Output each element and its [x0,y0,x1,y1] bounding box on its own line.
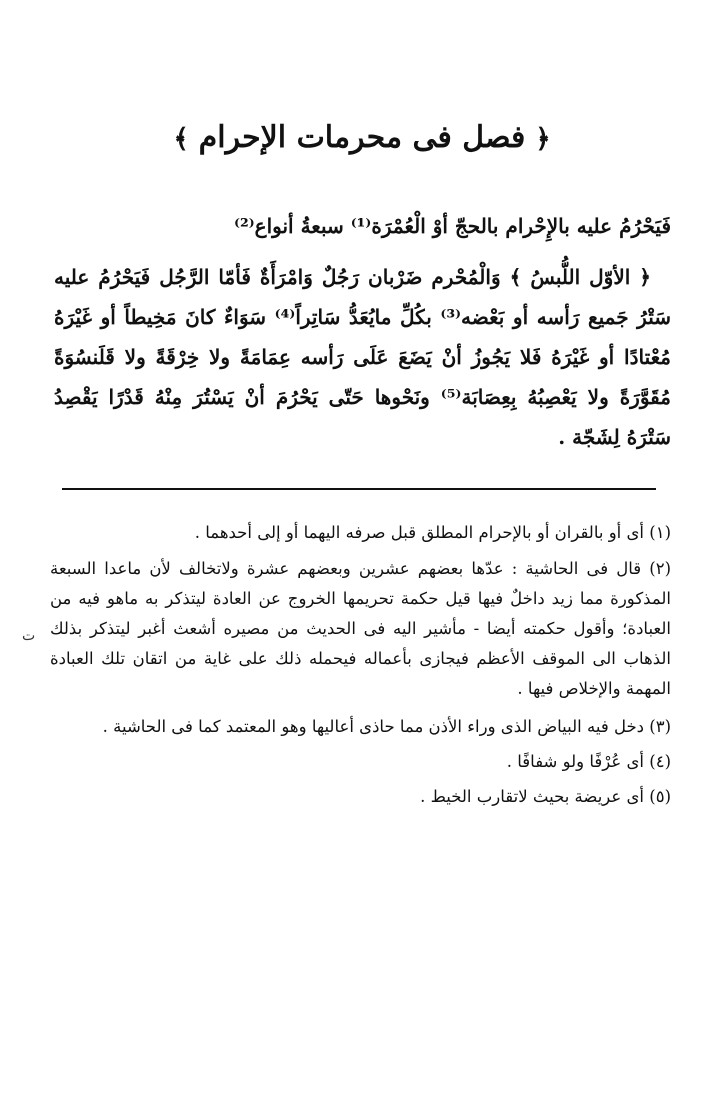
margin-mark: ت [22,628,36,644]
right-ornament: ﴿ [535,124,551,154]
footnote-3: (٣) دخل فيه البياض الذى وراء الأذن مما حاذى أعاليها وهو المعتمد كما فى الحاشية . [102,717,671,736]
footnote-2: (٢) قال فى الحاشية : عدّها بعضهم عشرين وبعضهم عشرة ولاتخالف لأن ماعدا السبعة المذكورة مما زيد داخلٌ فيها قيل حكمة تحريمها الخروج عن العادة ليتذكر به ماهو فيه من العبادة؛ وأقول حكمته أيضا - مأشير اليه فى الحديث من مصيره أشعث أغبر ليتذكر بذلك الذهاب الى الموقف الأعظم فيجازى بأعماله فيحمله ذلك على غاية من اتقان تلك العبادة المهمة والإخلاص فيها . [50,559,671,698]
footnote-1: (١) أى أو بالقران أو بالإحرام المطلق قبل صرفه اليهما أو إلى أحدهما . [194,523,671,542]
footnote-4: (٤) أى عُرْفًا ولو شفافًا . [506,752,671,771]
footnote-divider [62,488,656,490]
left-ornament: ﴾ [173,124,189,154]
body-paragraph: ﴿ الأوّل اللُّبسُ ﴾ وَالْمُحْرم ضَرْبان رَجُلٌ وَامْرَأَةٌ فَأمّا الرَّجُل فَيَحْرُمُ عليه سَتْرُ جَميع رَأسه أو بَعْضه⁽³⁾ بكُلِّ مايُعَدُّ سَاتِراً⁽⁴⁾ سَوَاءٌ كانَ مَخِيطاً أو غَيْرَهُ مُعْتادًا أو غَيْرَهُ فَلا يَجُوزُ أنْ يَضَعَ عَلَى رَأسه عِمَامَةً ولا خِرْقَةً ولا قَلَنسُوَةً مُقَوَّرَةً ولا يَعْصِبُهُ بِعِصَابَة⁽⁵⁾ ونَحْوها حَتّى يَحْرُمَ أنْ يَسْتُرَ مِنْهُ قَدْرًا يَقْصِدُ سَتْرَهُ لِشَجّة . [54,265,672,449]
section-title: فصل فى محرمات الإحرام [198,120,526,155]
footnote-5: (٥) أى عريضة بحيث لاتقارب الخيط . [420,787,671,806]
intro-line: فَيَحْرُمُ عليه بالإِحْرام بالحجّ أوْ الْعُمْرَة⁽¹⁾ سبعةُ أنواع⁽²⁾ [233,214,671,238]
section-heading [0,118,724,159]
